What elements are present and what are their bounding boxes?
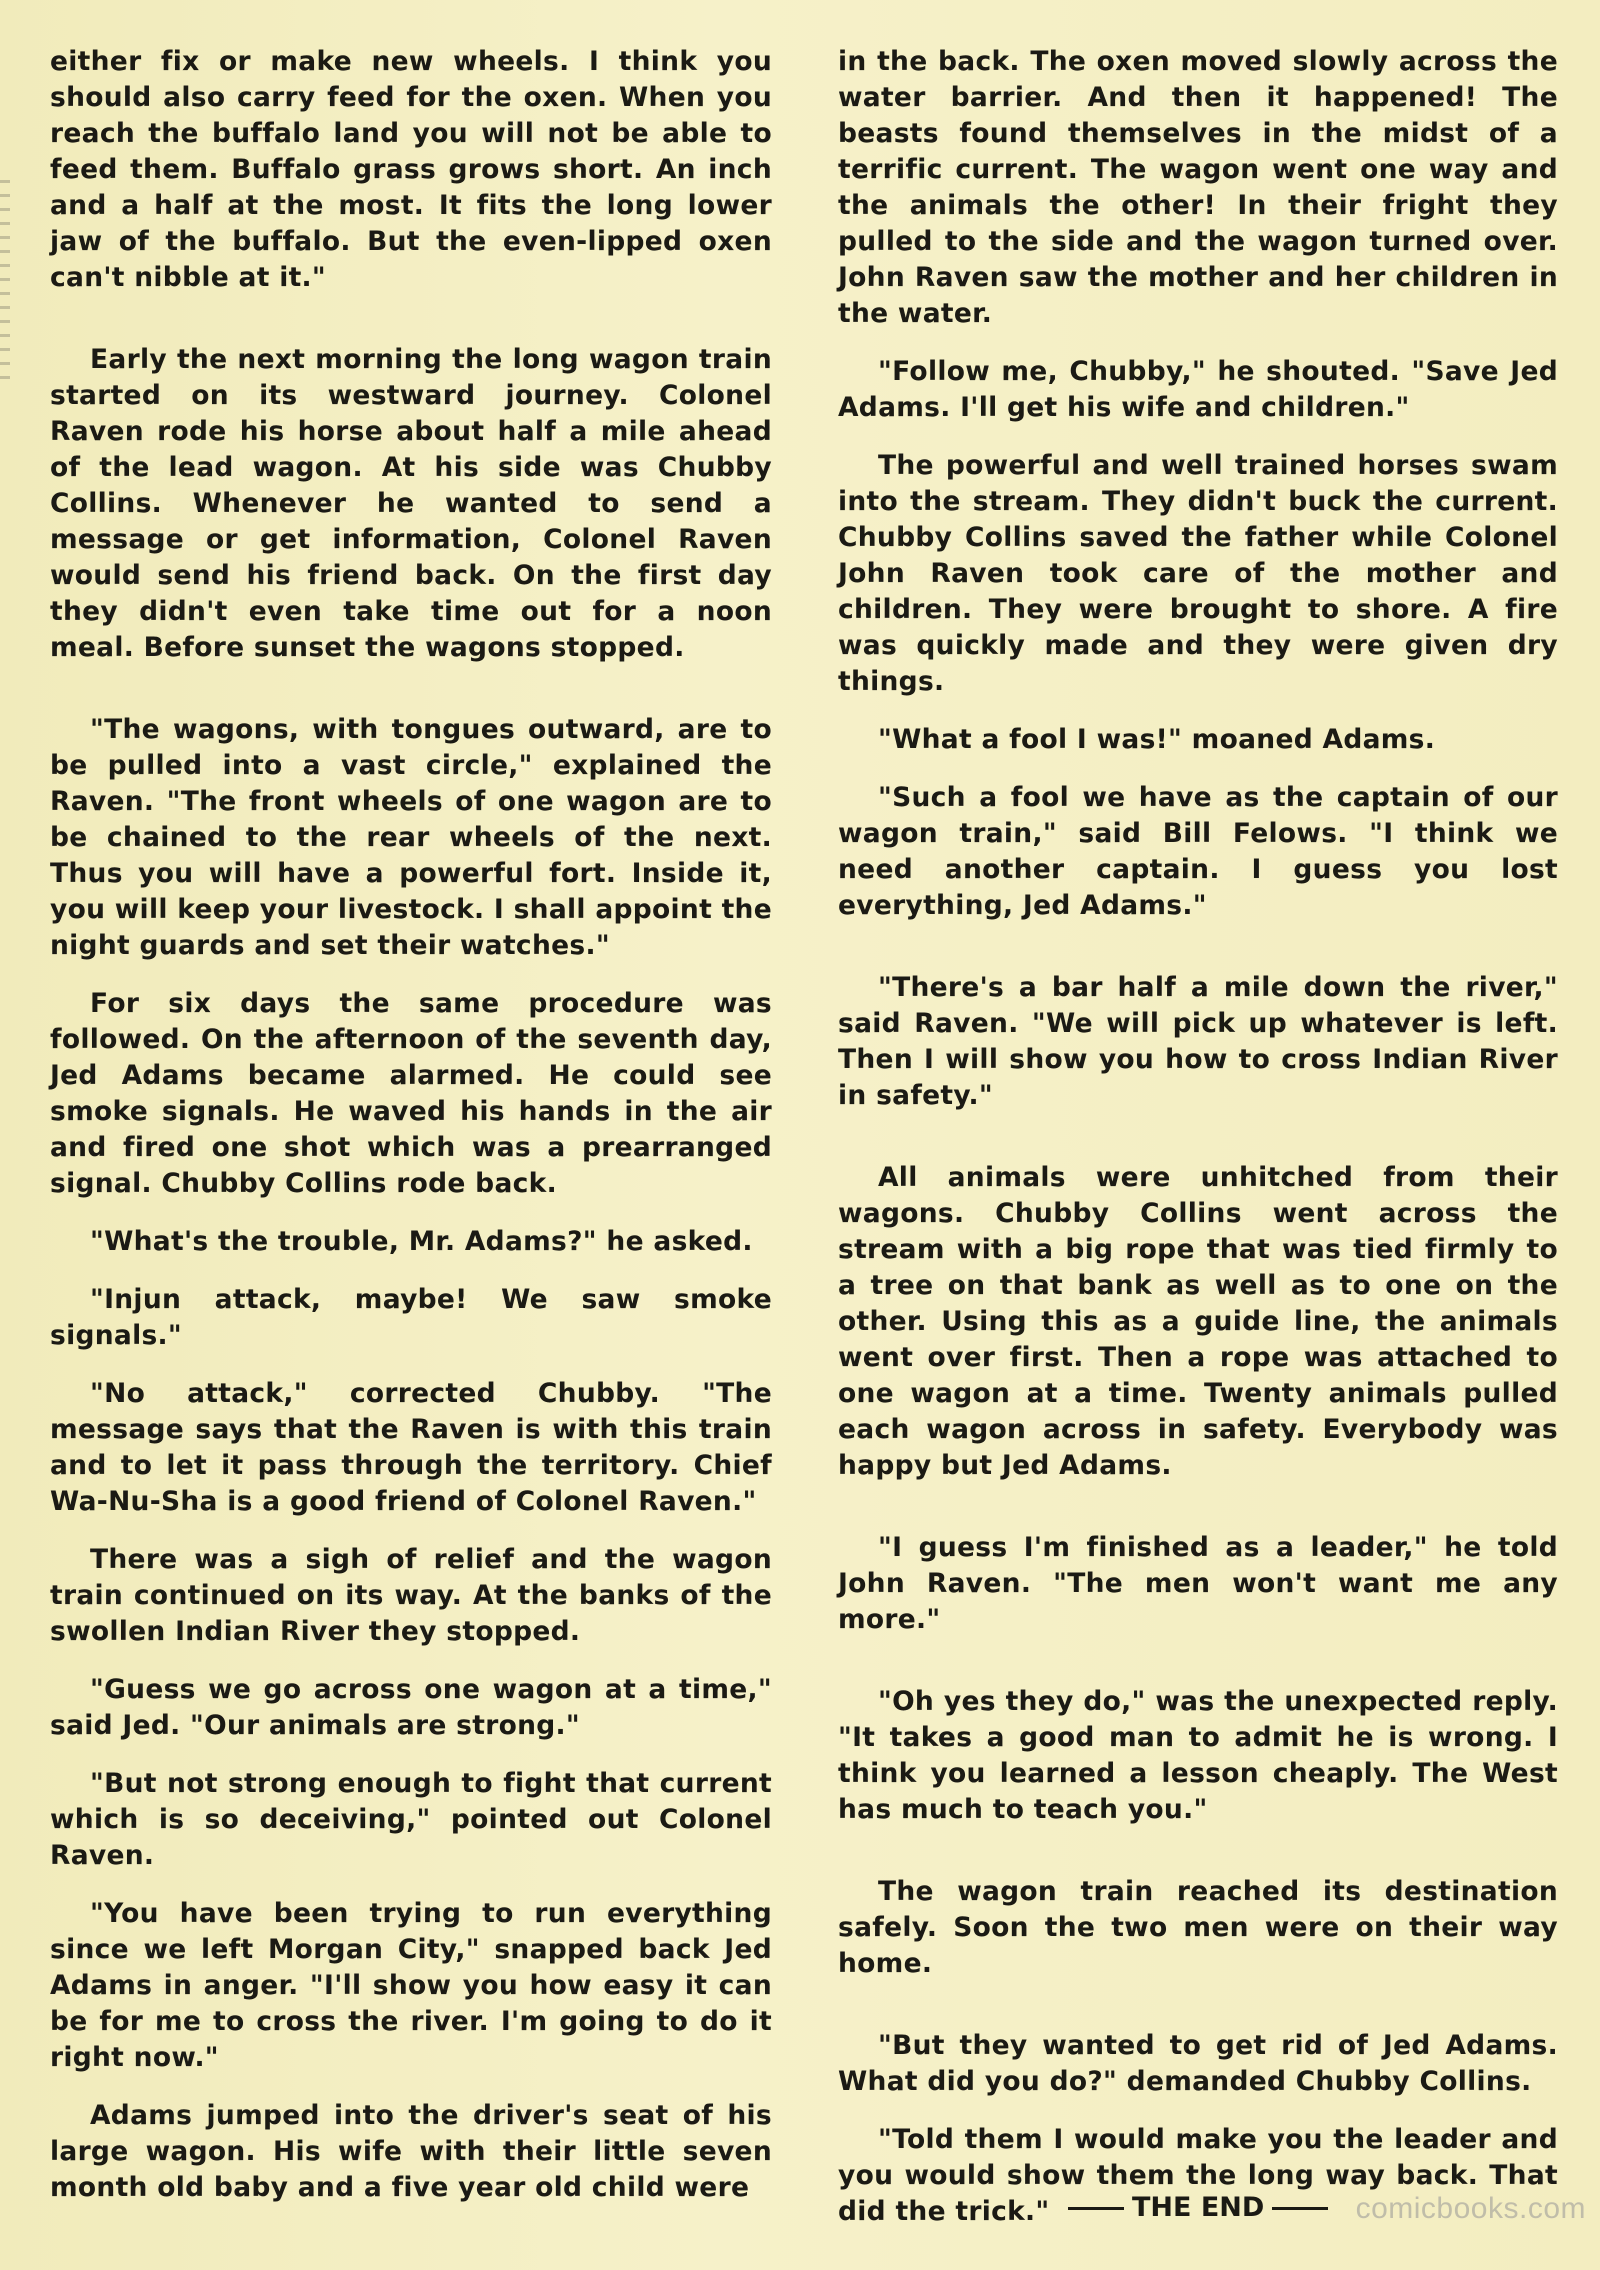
paragraph: "Such a fool we have as the captain of our wagon train," said Bill Felows. "I think we need another captain. I guess you lost everything, Jed Adams." xyxy=(838,782,1558,921)
paragraph: Early the next morning the long wagon train started on its westward journey. Colonel Raven rode his horse about half a mile ahead of the lead wagon. At his side was Chubby Collins. Whenever he wanted to send a message or get information, Colonel Raven would send his friend back. On the first day they didn't even take time out for a noon meal. Before sunset the wagons stopped. xyxy=(50,344,772,663)
paragraph: The wagon train reached its destination safely. Soon the two men were on their way home. xyxy=(838,1876,1558,1979)
paragraph: "What's the trouble, Mr. Adams?" he asked. xyxy=(90,1226,753,1257)
paragraph: "Guess we go across one wagon at a time," said Jed. "Our animals are strong." xyxy=(50,1674,772,1741)
paragraph: All animals were unhitched from their wagons. Chubby Collins went across the stream with a big rope that was tied firmly to a tree on that bank as well as to one on the other. Using this as a guide line, the animals went over first. Then a rope was attached to one wagon at a time. Twenty animals pulled each wagon across in safety. Everybody was happy but Jed Adams. xyxy=(838,1162,1558,1481)
the-end-marker xyxy=(1060,2192,1336,2223)
dash-left-icon xyxy=(1068,2207,1124,2210)
paragraph: There was a sigh of relief and the wagon train continued on its way. At the banks of the swollen Indian River they stopped. xyxy=(50,1544,772,1647)
paragraph: "Told them I would make you the leader and you would show them the long way back. That did the trick." xyxy=(838,2124,1558,2227)
page-edge-marks xyxy=(0,180,10,380)
paragraph: "But not strong enough to fight that current which is so deceiving," pointed out Colonel Raven. xyxy=(50,1768,772,1871)
dash-right-icon xyxy=(1272,2207,1328,2210)
paragraph: "There's a bar half a mile down the river," said Raven. "We will pick up whatever is left. Then I will show you how to cross Indian River in safety." xyxy=(838,972,1558,1111)
right-text-column xyxy=(838,44,1558,2252)
paragraph: either fix or make new wheels. I think you should also carry feed for the oxen. When you reach the buffalo land you will not be able to feed them. Buffalo grass grows short. An inch and a half at the most. It fits the long lower jaw of the buffalo. But the even-lipped oxen can't nibble at it." xyxy=(50,46,772,293)
paragraph: "You have been trying to run everything since we left Morgan City," snapped back Jed Adams in anger. "I'll show you how easy it can be for me to cross the river. I'm going to do it right now." xyxy=(50,1898,772,2073)
paragraph: "No attack," corrected Chubby. "The message says that the Raven is with this train and to let it pass through the territory. Chief Wa-Nu-Sha is a good friend of Colonel Raven." xyxy=(50,1378,772,1517)
paragraph: "Injun attack, maybe! We saw smoke signals." xyxy=(50,1284,772,1351)
paragraph: "What a fool I was!" moaned Adams. xyxy=(878,724,1436,755)
paragraph: "Oh yes they do," was the unexpected reply. "It takes a good man to admit he is wrong. I think you learned a lesson cheaply. The West has much to teach you." xyxy=(838,1686,1558,1825)
paragraph: The powerful and well trained horses swam into the stream. They didn't buck the current. Chubby Collins saved the father while Colonel John Raven took care of the mother and children. They were brought to shore. A fire was quickly made and they were given dry things. xyxy=(838,450,1558,697)
left-text-column xyxy=(50,44,772,2228)
paragraph: Adams jumped into the driver's seat of his large wagon. His wife with their little seven month old baby and a five year old child were xyxy=(50,2100,772,2203)
paragraph: For six days the same procedure was followed. On the afternoon of the seventh day, Jed Adams became alarmed. He could see smoke signals. He waved his hands in the air and fired one shot which was a prearranged signal. Chubby Collins rode back. xyxy=(50,988,772,1199)
paragraph: "Follow me, Chubby," he shouted. "Save Jed Adams. I'll get his wife and children." xyxy=(838,356,1558,423)
paragraph: "The wagons, with tongues outward, are to be pulled into a vast circle," explained the Raven. "The front wheels of one wagon are to be chained to the rear wheels of the next. Thus you will have a powerful fort. Inside it, you will keep your livestock. I shall appoint the night guards and set their watches." xyxy=(50,714,772,961)
paragraph: "I guess I'm finished as a leader," he told John Raven. "The men won't want me any more." xyxy=(838,1532,1558,1635)
the-end-text: THE END xyxy=(1132,2192,1265,2223)
paragraph: "But they wanted to get rid of Jed Adams. What did you do?" demanded Chubby Collins. xyxy=(838,2030,1558,2097)
watermark: comicbooks.com xyxy=(1355,2192,1586,2225)
paragraph: in the back. The oxen moved slowly across the water barrier. And then it happened! The beasts found themselves in the midst of a terrific current. The wagon went one way and the animals the other! In their fright they pulled to the side and the wagon turned over. John Raven saw the mother and her children in the water. xyxy=(838,46,1558,329)
